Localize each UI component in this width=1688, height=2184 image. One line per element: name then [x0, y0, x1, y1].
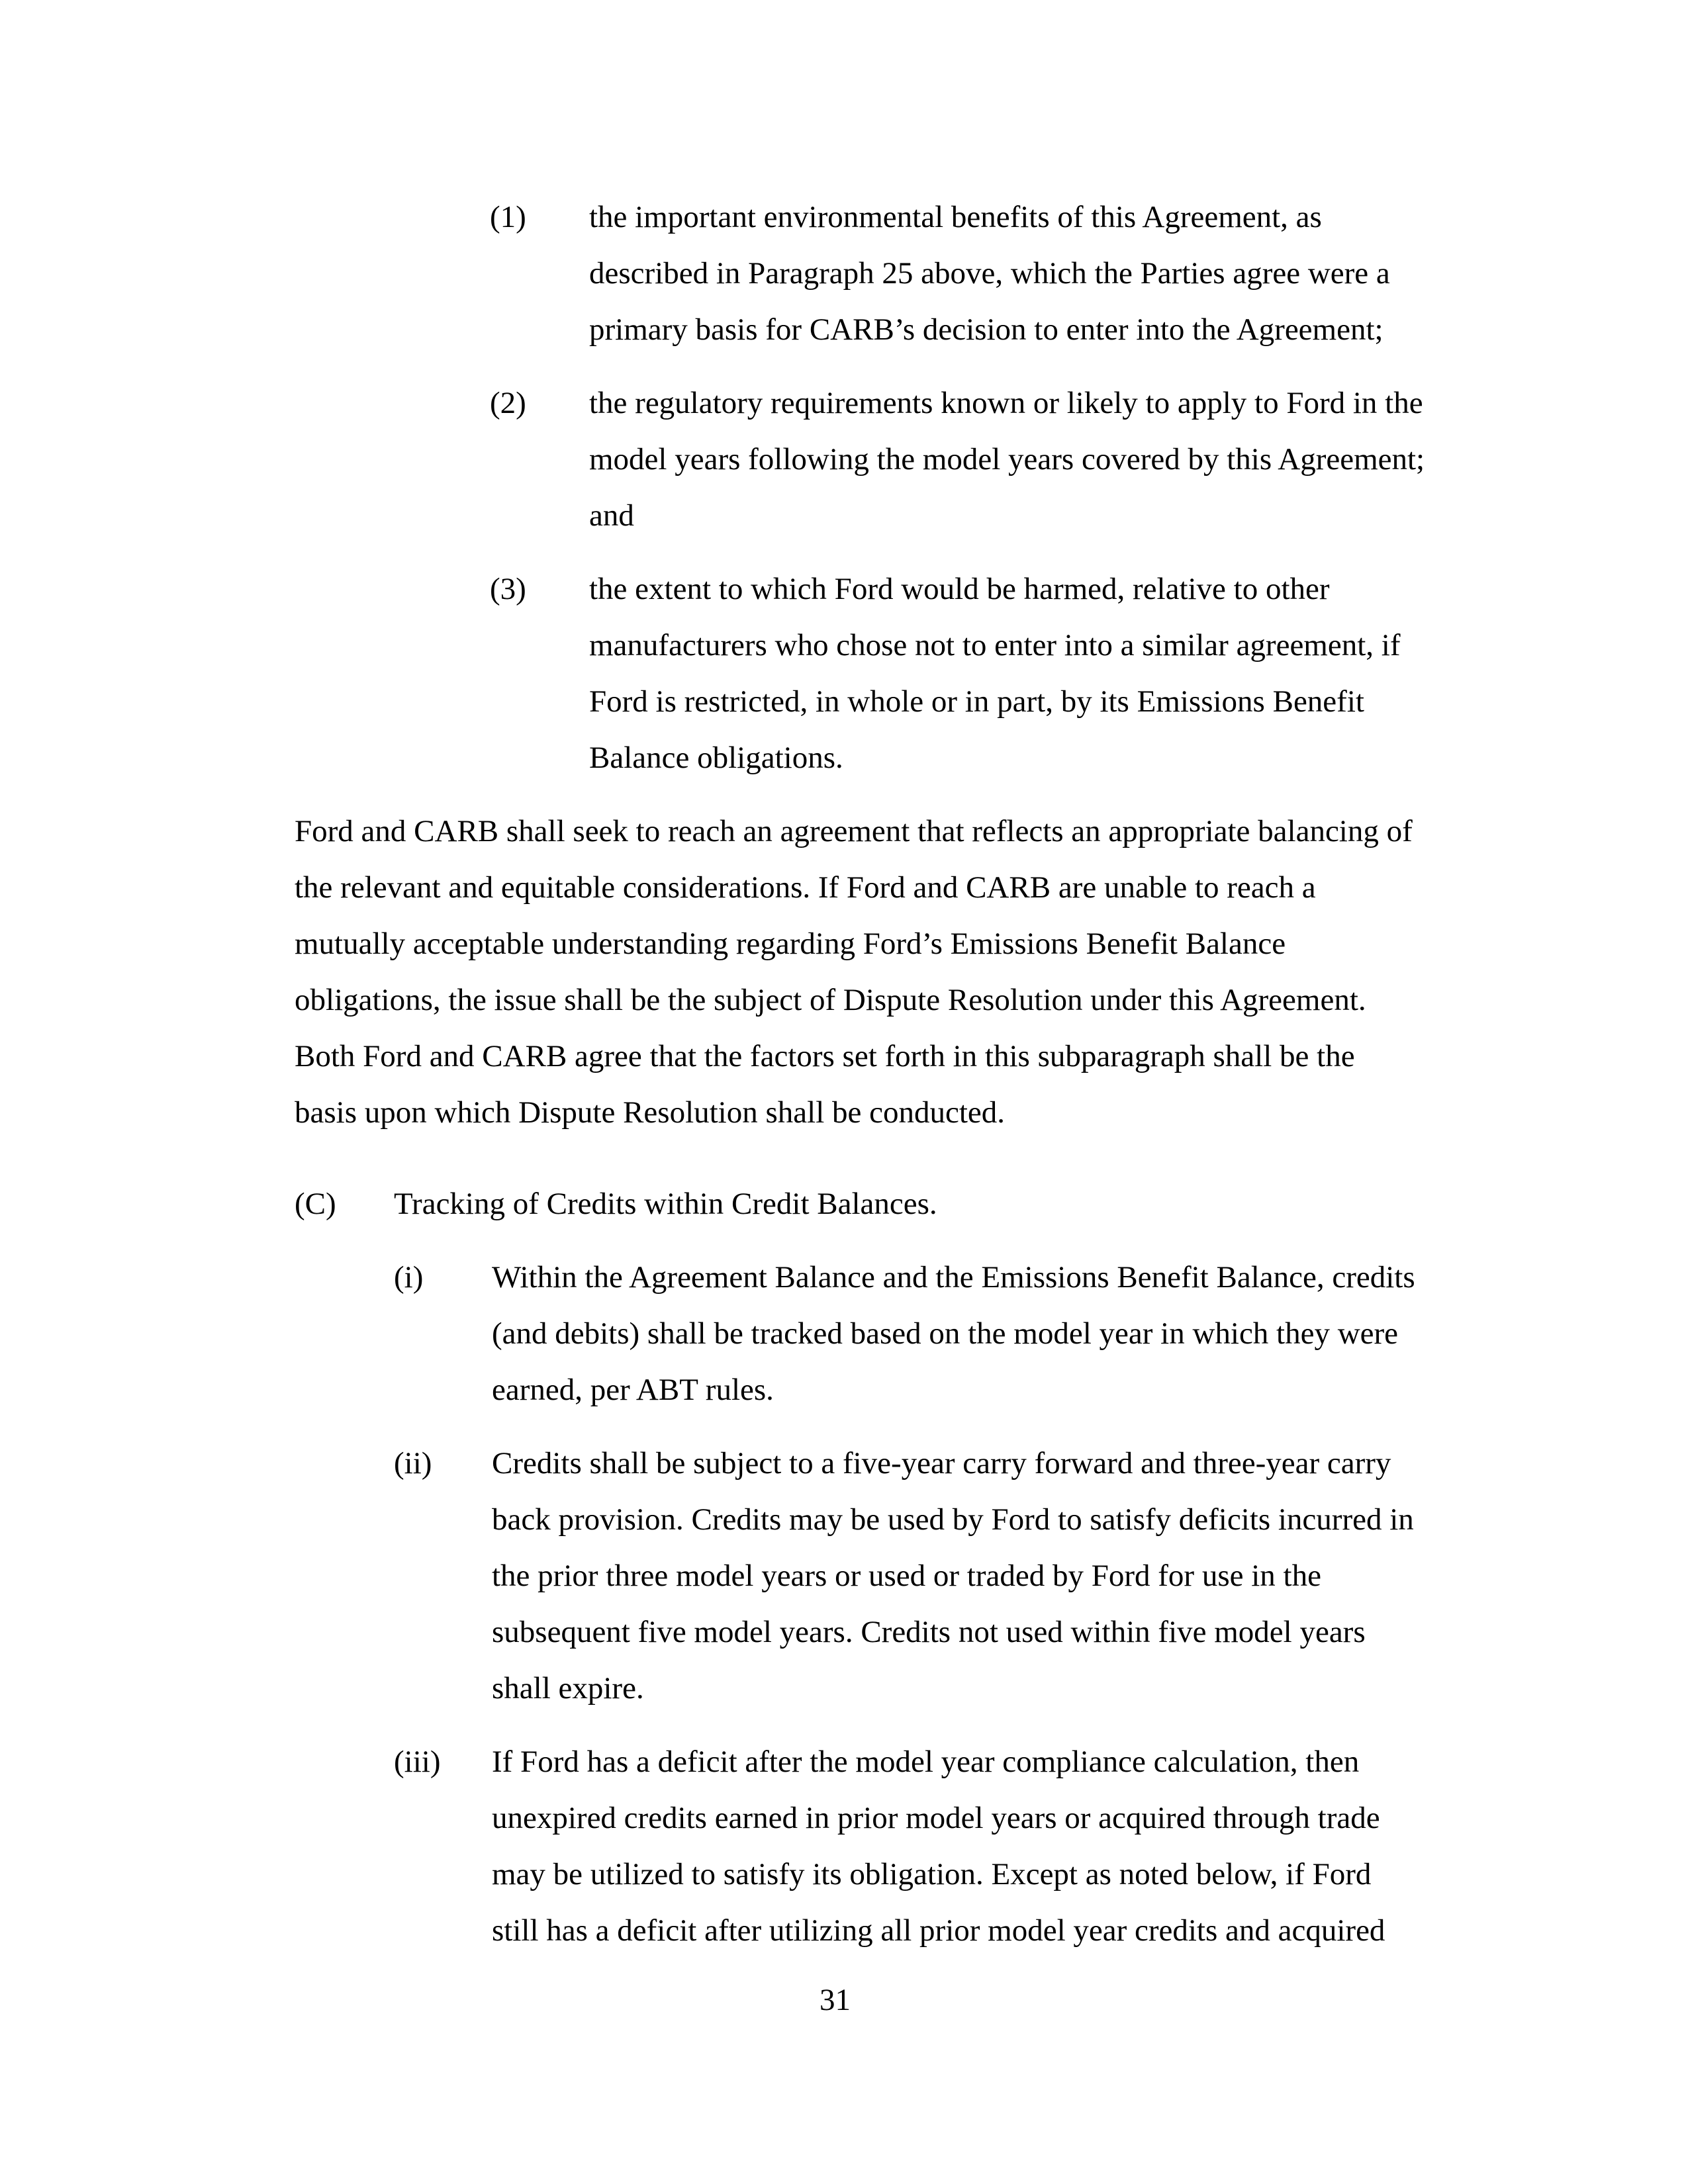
- paragraph-line-1: Ford and CARB shall seek to reach an agreement that reflects an appropriate balancing of: [295, 814, 1413, 848]
- section-c-heading: Tracking of Credits within Credit Balances.: [394, 1187, 937, 1221]
- list-item-3-line-3: Ford is restricted, in whole or in part, by its Emissions Benefit: [589, 684, 1364, 719]
- list-item-3-line-2: manufacturers who chose not to enter into a similar agreement, if: [589, 628, 1401, 662]
- list-item-3-line-1: the extent to which Ford would be harmed, relative to other: [589, 572, 1330, 606]
- list-item-ii-line-5: shall expire.: [492, 1671, 644, 1706]
- list-marker-i: (i): [394, 1260, 424, 1295]
- paragraph-line-3: mutually acceptable understanding regarding Ford’s Emissions Benefit Balance: [295, 927, 1286, 961]
- list-marker-ii: (ii): [394, 1446, 432, 1480]
- list-item-1-line-2: described in Paragraph 25 above, which the Parties agree were a: [589, 256, 1390, 291]
- paragraph-line-6: basis upon which Dispute Resolution shall be conducted.: [295, 1095, 1006, 1130]
- list-item-ii-line-1: Credits shall be subject to a five-year carry forward and three-year carry: [492, 1446, 1391, 1480]
- list-item-iii-line-2: unexpired credits earned in prior model years or acquired through trade: [492, 1801, 1380, 1835]
- list-item-i-line-2: (and debits) shall be tracked based on the model year in which they were: [492, 1316, 1399, 1351]
- list-item-2-line-2: model years following the model years covered by this Agreement;: [589, 442, 1425, 477]
- list-item-iii-line-3: may be utilized to satisfy its obligation. Except as noted below, if Ford: [492, 1857, 1372, 1891]
- list-item-1-line-3: primary basis for CARB’s decision to enter into the Agreement;: [589, 312, 1383, 347]
- list-item-ii-line-3: the prior three model years or used or traded by Ford for use in the: [492, 1559, 1321, 1593]
- list-marker-1: (1): [490, 200, 526, 234]
- list-item-iii-line-4: still has a deficit after utilizing all prior model year credits and acquired: [492, 1913, 1385, 1948]
- list-item-2-line-1: the regulatory requirements known or likely to apply to Ford in the: [589, 386, 1423, 420]
- list-item-ii-line-2: back provision. Credits may be used by Ford to satisfy deficits incurred in: [492, 1502, 1414, 1537]
- list-item-2-line-3: and: [589, 498, 634, 533]
- section-c-marker: (C): [295, 1187, 336, 1221]
- list-item-1-line-1: the important environmental benefits of this Agreement, as: [589, 200, 1322, 234]
- list-marker-3: (3): [490, 572, 526, 606]
- paragraph-line-4: obligations, the issue shall be the subject of Dispute Resolution under this Agreement.: [295, 983, 1366, 1017]
- page-number: 31: [820, 1983, 851, 2017]
- list-item-3-line-4: Balance obligations.: [589, 741, 843, 775]
- list-item-iii-line-1: If Ford has a deficit after the model year compliance calculation, then: [492, 1745, 1360, 1779]
- list-item-ii-line-4: subsequent five model years. Credits not used within five model years: [492, 1615, 1366, 1649]
- list-marker-2: (2): [490, 386, 526, 420]
- list-marker-iii: (iii): [394, 1745, 441, 1779]
- paragraph-line-2: the relevant and equitable considerations. If Ford and CARB are unable to reach a: [295, 870, 1316, 905]
- paragraph-line-5: Both Ford and CARB agree that the factors set forth in this subparagraph shall be the: [295, 1039, 1355, 1073]
- list-item-i-line-1: Within the Agreement Balance and the Emissions Benefit Balance, credits: [492, 1260, 1415, 1295]
- list-item-i-line-3: earned, per ABT rules.: [492, 1373, 774, 1407]
